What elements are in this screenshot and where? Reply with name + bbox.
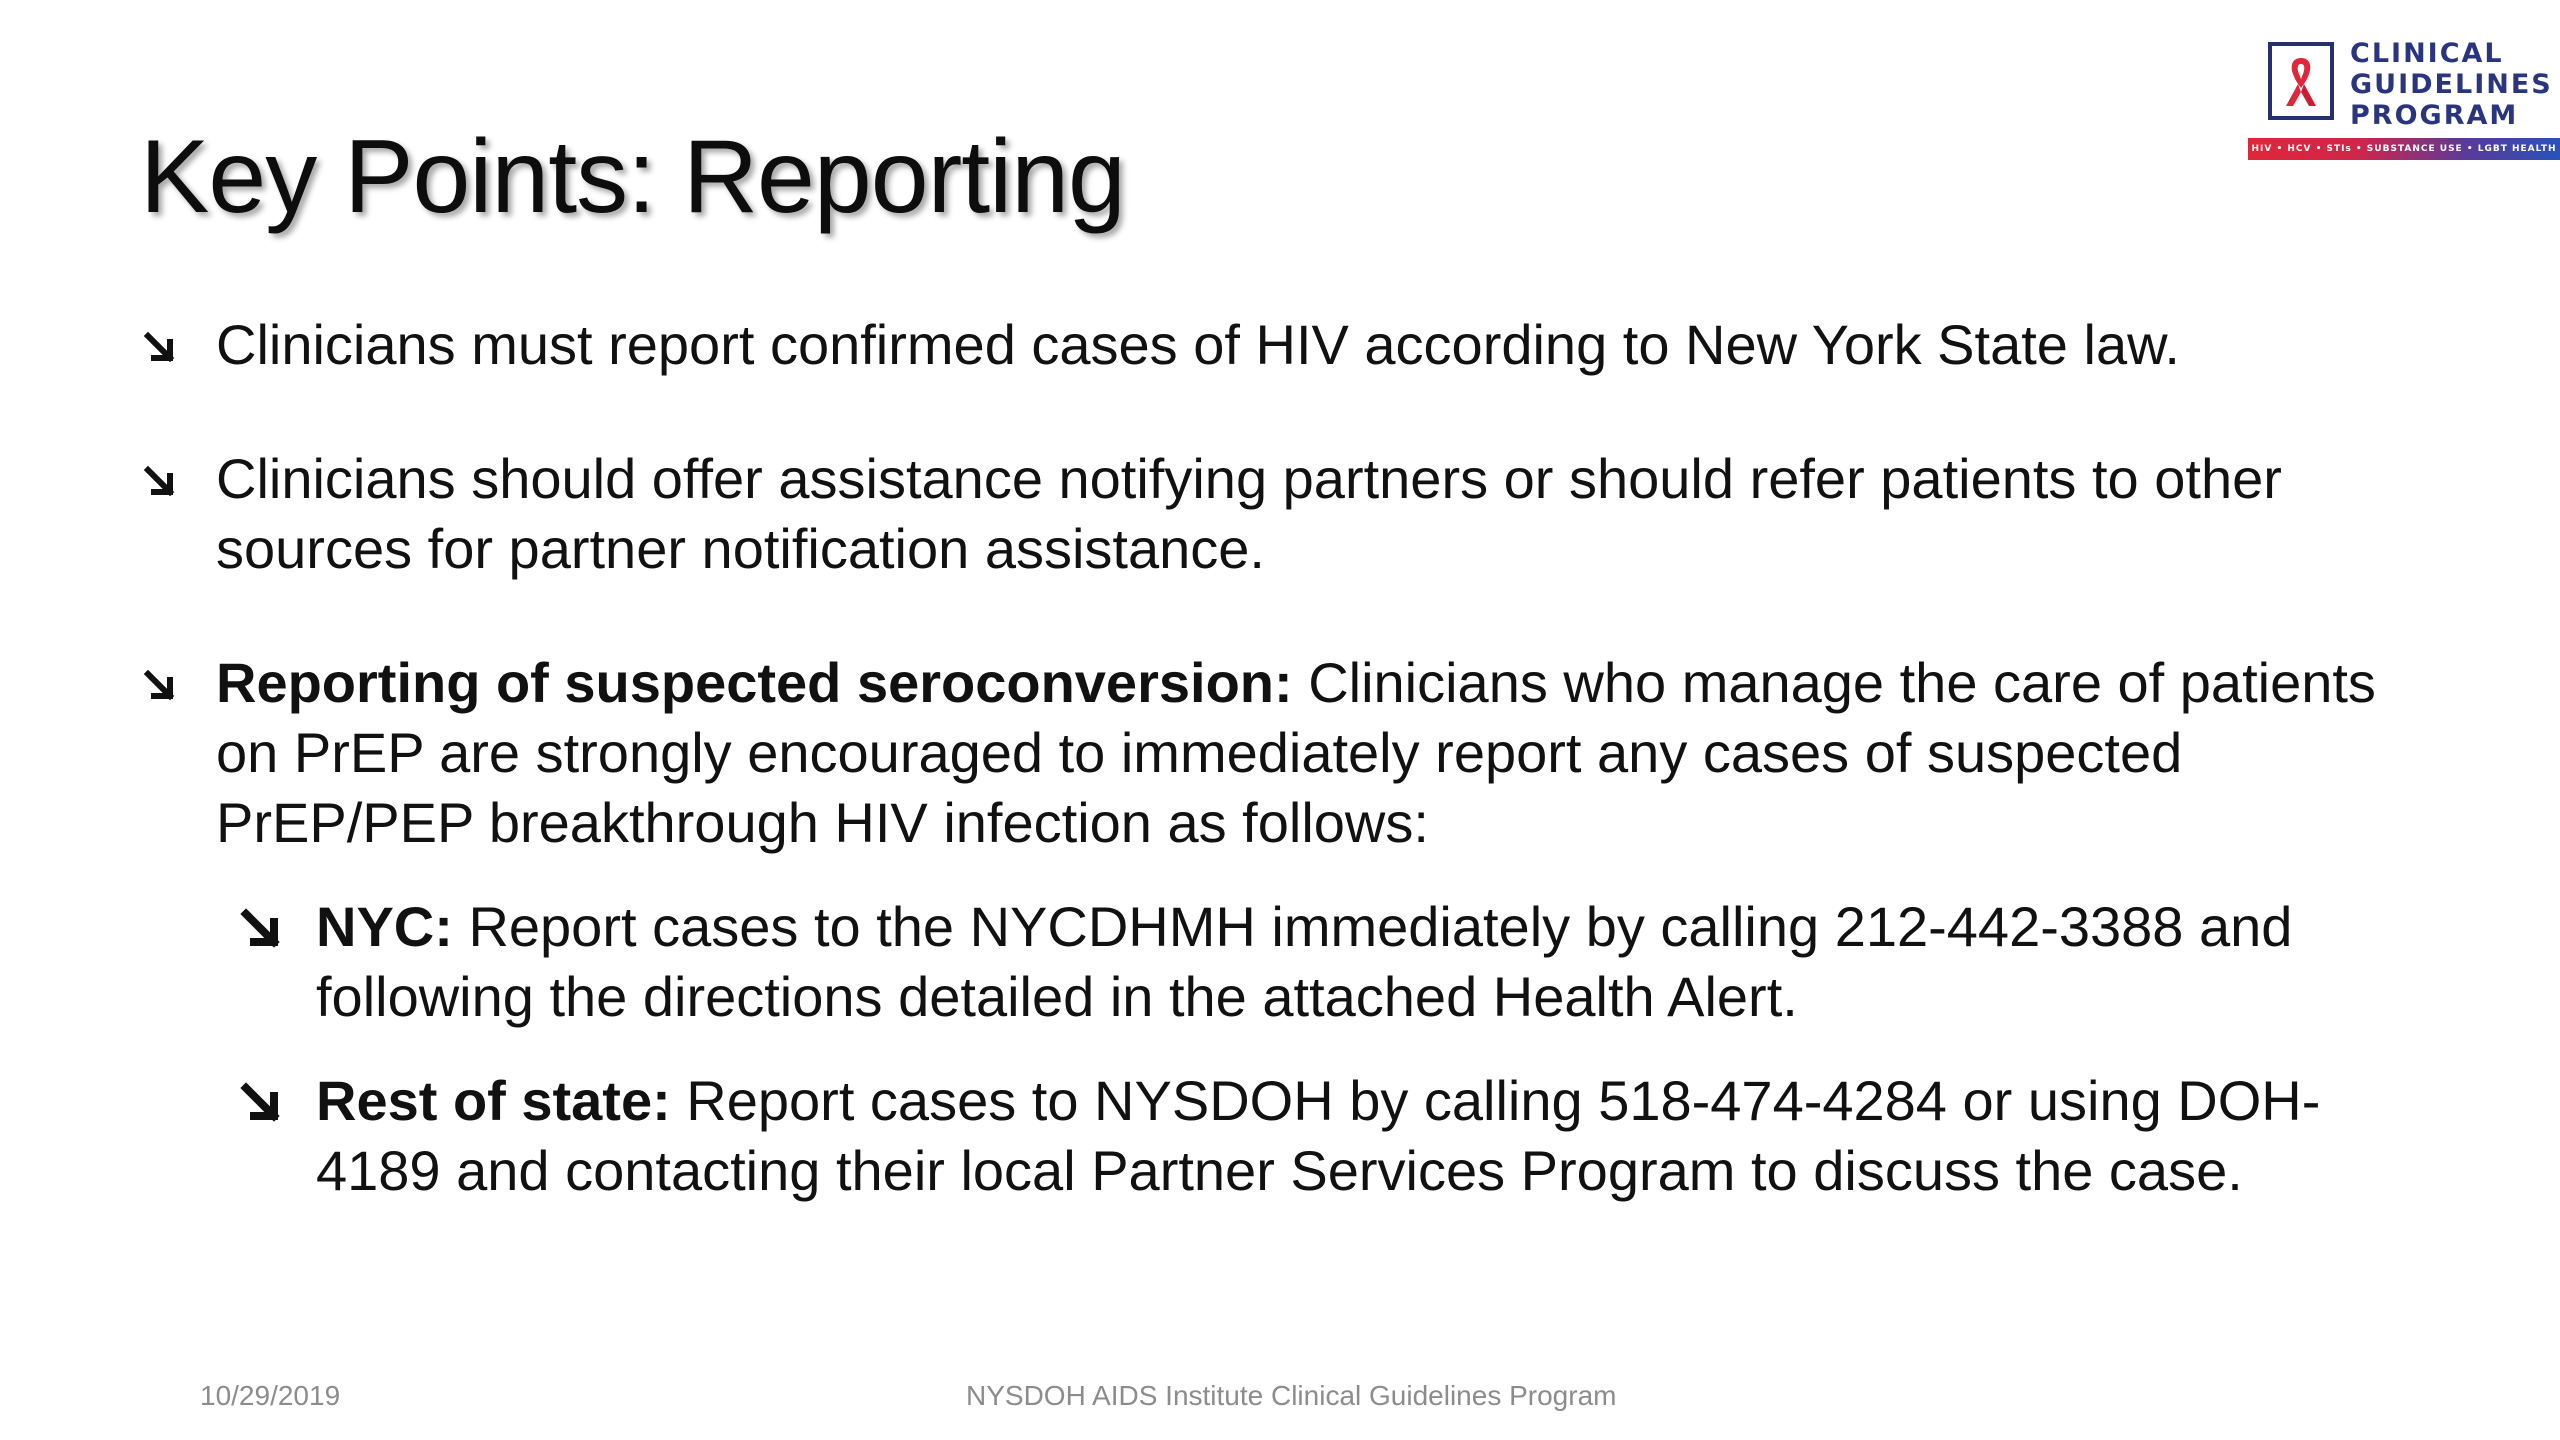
logo-wordmark: [2350, 38, 2553, 131]
logo-line-3: PROGRAM: [2350, 100, 2519, 131]
logo-line-2: GUIDELINES: [2350, 69, 2553, 100]
bullet-item: [140, 310, 2440, 380]
arrow-down-right-icon: [140, 666, 180, 706]
footer-date: 10/29/2019: [200, 1380, 341, 1411]
clinical-guidelines-logo: [2248, 38, 2560, 160]
bullet-item: [140, 648, 2440, 858]
logo-tagline-bar: HIV • HCV • STIs • SUBSTANCE USE • LGBT HEALTH: [2248, 138, 2560, 160]
logo-line-1: CLINICAL: [2350, 38, 2504, 69]
arrow-down-right-icon: [238, 1080, 286, 1128]
bullet-text: Clinicians who manage the care of patients on PrEP are strongly encouraged to immediately report any cases of suspected PrEP/PEP breakthrough HIV infection as follows:: [216, 651, 2376, 854]
arrow-down-right-icon: [140, 328, 180, 368]
sub-bullet-bold-text: Rest of state:: [316, 1069, 671, 1132]
red-ribbon-icon: [2280, 54, 2322, 110]
bullet-text: Clinicians should offer assistance notifying partners or should refer patients to other sources for partner notification assistance.: [216, 447, 2282, 580]
bullet-bold-text: Reporting of suspected seroconversion:: [216, 651, 1293, 714]
sub-bullet-item: [238, 1066, 2440, 1206]
sub-bullet-text: Report cases to the NYCDHMH immediately by calling 212-442-3388 and following the directions detailed in the attached Health Alert.: [316, 895, 2293, 1028]
sub-bullet-item: [238, 892, 2440, 1032]
arrow-down-right-icon: [238, 906, 286, 954]
slide-title: Key Points: Reporting: [140, 119, 1125, 235]
sub-bullet-bold-text: NYC:: [316, 895, 453, 958]
sub-bullet-text: Report cases to NYSDOH by calling 518-474-4284 or using DOH-4189 and contacting their local Partner Services Program to discuss the case.: [316, 1069, 2321, 1202]
arrow-down-right-icon: [140, 462, 180, 502]
bullet-list: [140, 310, 2440, 1206]
bullet-text: Clinicians must report confirmed cases of HIV according to New York State law.: [216, 313, 2180, 376]
logo-emblem: [2268, 42, 2334, 120]
bullet-item: [140, 444, 2440, 584]
footer-program-name: NYSDOH AIDS Institute Clinical Guidelines Program: [966, 1380, 1617, 1411]
